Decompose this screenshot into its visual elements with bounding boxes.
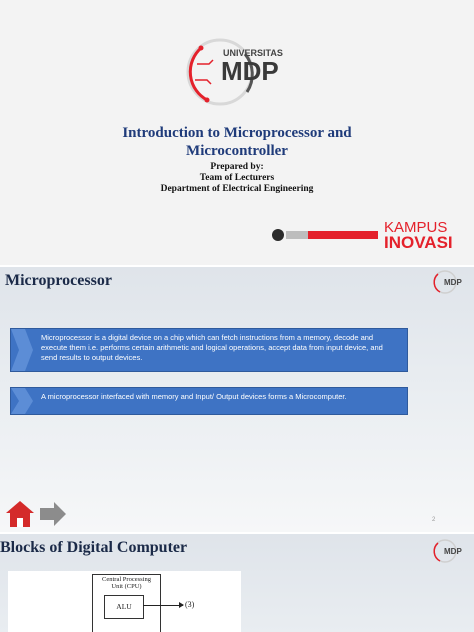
- microprocessor-slide: [0, 267, 474, 532]
- title-line-1: Introduction to Microprocessor and: [122, 125, 352, 141]
- tagline-inovasi: INOVASI: [384, 233, 453, 252]
- microcomputer-box: [10, 387, 408, 415]
- alu-block: ALU: [104, 595, 144, 619]
- team-name: Team of Lecturers: [199, 173, 275, 183]
- logo-university-text: UNIVERSITAS: [223, 48, 283, 58]
- small-logo-text: MDP: [444, 278, 462, 287]
- chevron-right-icon: [11, 329, 33, 371]
- slide-title: Blocks of Digital Computer: [0, 539, 188, 556]
- page-number: 2: [432, 517, 436, 523]
- blocks-slide: [0, 534, 474, 632]
- definition-box: [10, 328, 408, 372]
- arrow-right-icon: [143, 605, 183, 606]
- connection-label: (3): [185, 600, 195, 609]
- arrow-right-icon[interactable]: [40, 502, 66, 526]
- slide-title: Microprocessor: [5, 272, 112, 289]
- chevron-right-icon: [11, 388, 33, 414]
- slide-navigation: [4, 499, 68, 529]
- definition-text: Microprocessor is a digital device on a chip which can fetch instructions from a memory, decode and execute them i.e. performs certain arithmetic and logical operations, accept data from input device, and send results to output devices.: [41, 333, 383, 362]
- prepared-by-label: Prepared by:: [210, 162, 264, 172]
- cpu-label: [93, 576, 160, 590]
- tagline-kampus: KAMPUS: [384, 219, 448, 236]
- cpu-label-line-2: Unit (CPU): [111, 583, 142, 590]
- home-icon[interactable]: [6, 501, 34, 527]
- university-logo: [183, 34, 293, 108]
- logo-mdp-text: MDP: [221, 56, 279, 86]
- computer-block-diagram: [8, 571, 241, 632]
- title-line-2: Microcontroller: [186, 143, 288, 159]
- small-logo-text: MDP: [444, 547, 462, 556]
- department-name: Department of Electrical Engineering: [160, 184, 314, 194]
- bar-red-segment: [308, 231, 378, 239]
- cpu-label-line-1: Central Processing: [102, 576, 151, 583]
- university-logo-small: [432, 538, 464, 564]
- title-slide: [0, 0, 474, 265]
- presentation-title: [0, 124, 474, 160]
- decorative-progress-bar: [272, 229, 378, 241]
- microcomputer-text: A microprocessor interfaced with memory and Input/ Output devices forms a Microcomputer.: [41, 392, 347, 401]
- bar-dot: [272, 229, 284, 241]
- bar-grey-segment: [286, 231, 308, 239]
- author-block: [0, 162, 474, 195]
- university-logo-small: [432, 269, 464, 295]
